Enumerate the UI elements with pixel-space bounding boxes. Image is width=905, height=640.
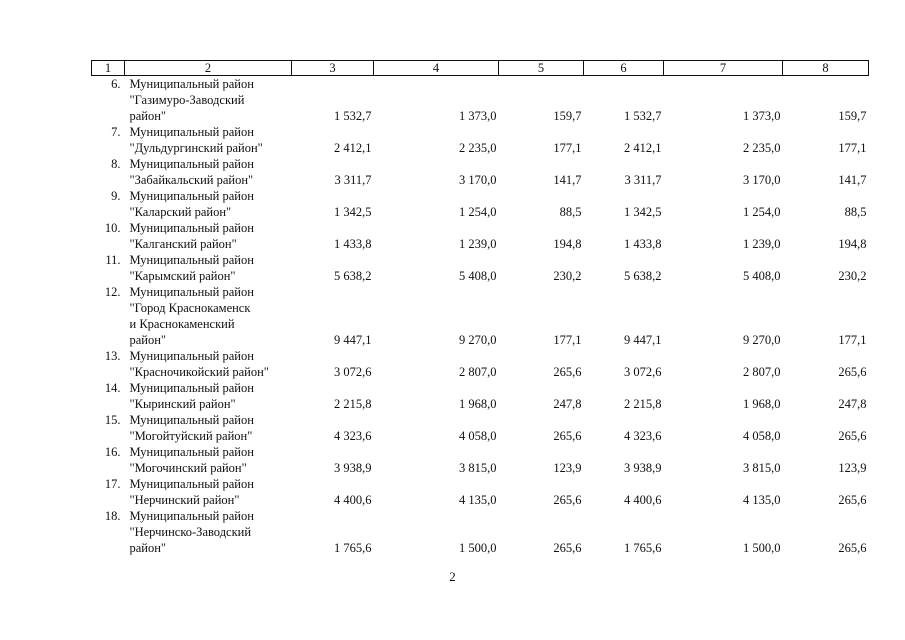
- district-name-line: и Краснокаменский: [129, 317, 235, 331]
- value-cell-col-3: 9 447,1: [334, 333, 372, 347]
- value-cell-col-3: 5 638,2: [334, 269, 372, 283]
- value-cell-col-7: 1 254,0: [743, 205, 781, 219]
- district-name: [125, 156, 292, 188]
- value-cell-col-7: 9 270,0: [743, 333, 781, 347]
- value-cell-col-8: 177,1: [838, 141, 867, 155]
- row-number: 11.: [105, 253, 121, 267]
- district-name: [125, 348, 292, 380]
- value-cell-col-6: 1 433,8: [624, 237, 662, 251]
- value-cell-col-5: 265,6: [553, 493, 582, 507]
- district-name: [125, 76, 292, 125]
- district-name-line: "Нерчинско-Заводский: [129, 525, 252, 539]
- row-number: 14.: [104, 381, 121, 395]
- district-name-line: район": [129, 109, 167, 123]
- value-cell-col-6: 4 323,6: [624, 429, 662, 443]
- district-name-line: "Забайкальский район": [129, 173, 254, 187]
- table-row: [92, 412, 869, 444]
- table-row: [92, 188, 869, 220]
- value-cell-col-5: 247,8: [553, 397, 582, 411]
- district-name-line: "Карымский район": [129, 269, 236, 283]
- value-cell-col-8: 159,7: [838, 109, 867, 123]
- value-cell-col-7: 1 500,0: [743, 541, 781, 555]
- district-name-line: Муниципальный район: [129, 125, 254, 139]
- value-cell-col-6: 4 400,6: [624, 493, 662, 507]
- row-number: 18.: [104, 509, 121, 523]
- district-name-line: Муниципальный район: [129, 189, 254, 203]
- district-name: [125, 220, 292, 252]
- table-row: [92, 156, 869, 188]
- value-cell-col-8: 265,6: [838, 365, 867, 379]
- district-name-line: "Город Краснокаменск: [129, 301, 251, 315]
- table-row: [92, 220, 869, 252]
- district-name: [125, 252, 292, 284]
- value-cell-col-4: 5 408,0: [459, 269, 497, 283]
- value-cell-col-5: 123,9: [553, 461, 582, 475]
- value-cell-col-8: 230,2: [838, 269, 867, 283]
- header-cell-6: 6: [584, 61, 664, 76]
- value-cell-col-5: 230,2: [553, 269, 582, 283]
- row-number: 8.: [111, 157, 121, 171]
- value-cell-col-4: 4 135,0: [459, 493, 497, 507]
- value-cell-col-6: 3 938,9: [624, 461, 662, 475]
- district-name-line: Муниципальный район: [129, 77, 254, 91]
- value-cell-col-3: 1 433,8: [334, 237, 372, 251]
- value-cell-col-7: 1 968,0: [743, 397, 781, 411]
- district-name-line: "Газимуро-Заводский: [129, 93, 245, 107]
- value-cell-col-3: 2 215,8: [334, 397, 372, 411]
- district-name-line: "Кыринский район": [129, 397, 236, 411]
- value-cell-col-5: 265,6: [553, 429, 582, 443]
- value-cell-col-6: 1 342,5: [624, 205, 662, 219]
- value-cell-col-7: 3 170,0: [743, 173, 781, 187]
- budget-table: [91, 60, 869, 556]
- value-cell-col-4: 1 500,0: [459, 541, 497, 555]
- table-header: [92, 61, 869, 76]
- row-number: 16.: [104, 445, 121, 459]
- district-name-line: Муниципальный район: [129, 413, 254, 427]
- value-cell-col-4: 3 170,0: [459, 173, 497, 187]
- table-row: [92, 444, 869, 476]
- value-cell-col-8: 123,9: [838, 461, 867, 475]
- header-cell-8: 8: [783, 61, 869, 76]
- value-cell-col-8: 141,7: [838, 173, 867, 187]
- row-number: 7.: [111, 125, 121, 139]
- value-cell-col-4: 1 254,0: [459, 205, 497, 219]
- district-name: [125, 508, 292, 556]
- value-cell-col-8: 88,5: [844, 205, 867, 219]
- value-cell-col-7: 1 373,0: [743, 109, 781, 123]
- value-cell-col-7: 4 058,0: [743, 429, 781, 443]
- district-name-line: Муниципальный район: [129, 285, 254, 299]
- value-cell-col-3: 3 311,7: [334, 173, 372, 187]
- value-cell-col-3: 2 412,1: [334, 141, 372, 155]
- value-cell-col-3: 3 938,9: [334, 461, 372, 475]
- header-cell-1: 1: [92, 61, 125, 76]
- value-cell-col-6: 1 765,6: [624, 541, 662, 555]
- value-cell-col-7: 2 235,0: [743, 141, 781, 155]
- district-name: [125, 284, 292, 348]
- district-name-line: Муниципальный район: [129, 445, 254, 459]
- district-name: [125, 380, 292, 412]
- value-cell-col-6: 1 532,7: [624, 109, 662, 123]
- value-cell-col-5: 141,7: [553, 173, 582, 187]
- row-number: 10.: [104, 221, 121, 235]
- district-name: [125, 412, 292, 444]
- district-name-line: "Каларский район": [129, 205, 232, 219]
- value-cell-col-4: 1 968,0: [459, 397, 497, 411]
- district-name-line: Муниципальный район: [129, 477, 254, 491]
- table-row: [92, 76, 869, 125]
- header-cell-2: 2: [125, 61, 292, 76]
- value-cell-col-5: 194,8: [553, 237, 582, 251]
- value-cell-col-4: 1 239,0: [459, 237, 497, 251]
- value-cell-col-3: 3 072,6: [334, 365, 372, 379]
- district-name-line: Муниципальный район: [129, 381, 254, 395]
- value-cell-col-7: 3 815,0: [743, 461, 781, 475]
- district-name-line: "Калганский район": [129, 237, 237, 251]
- value-cell-col-4: 3 815,0: [459, 461, 497, 475]
- table-row: [92, 252, 869, 284]
- district-name-line: район": [129, 333, 167, 347]
- value-cell-col-7: 1 239,0: [743, 237, 781, 251]
- district-name-line: Муниципальный район: [129, 157, 254, 171]
- header-cell-3: 3: [292, 61, 374, 76]
- value-cell-col-4: 9 270,0: [459, 333, 497, 347]
- district-name: [125, 444, 292, 476]
- row-number: 6.: [111, 77, 121, 91]
- value-cell-col-4: 1 373,0: [459, 109, 497, 123]
- row-number: 12.: [104, 285, 121, 299]
- value-cell-col-6: 2 215,8: [624, 397, 662, 411]
- district-name-line: Муниципальный район: [129, 509, 254, 523]
- value-cell-col-7: 5 408,0: [743, 269, 781, 283]
- district-name-line: "Дульдургинский район": [129, 141, 263, 155]
- district-name: [125, 188, 292, 220]
- value-cell-col-5: 159,7: [553, 109, 582, 123]
- header-row: [92, 61, 869, 76]
- value-cell-col-5: 265,6: [553, 541, 582, 555]
- table-row: [92, 124, 869, 156]
- district-name-line: Муниципальный район: [129, 221, 254, 235]
- table-row: [92, 380, 869, 412]
- district-name-line: Муниципальный район: [129, 253, 254, 267]
- header-cell-4: 4: [374, 61, 499, 76]
- header-cell-5: 5: [499, 61, 584, 76]
- value-cell-col-5: 88,5: [559, 205, 582, 219]
- value-cell-col-4: 2 807,0: [459, 365, 497, 379]
- district-name-line: "Красночикойский район": [129, 365, 269, 379]
- table-row: [92, 508, 869, 556]
- district-name-line: "Нерчинский район": [129, 493, 240, 507]
- value-cell-col-5: 177,1: [553, 141, 582, 155]
- district-name: [125, 476, 292, 508]
- district-name-line: Муниципальный район: [129, 349, 254, 363]
- value-cell-col-8: 177,1: [838, 333, 867, 347]
- district-name-line: "Могочинский район": [129, 461, 247, 475]
- value-cell-col-4: 4 058,0: [459, 429, 497, 443]
- value-cell-col-3: 1 342,5: [334, 205, 372, 219]
- row-number: 13.: [104, 349, 121, 363]
- value-cell-col-3: 4 400,6: [334, 493, 372, 507]
- value-cell-col-6: 3 311,7: [624, 173, 662, 187]
- value-cell-col-6: 3 072,6: [624, 365, 662, 379]
- value-cell-col-8: 265,6: [838, 541, 867, 555]
- table-row: [92, 476, 869, 508]
- row-number: 9.: [111, 189, 121, 203]
- district-name: [125, 124, 292, 156]
- value-cell-col-8: 247,8: [838, 397, 867, 411]
- value-cell-col-6: 2 412,1: [624, 141, 662, 155]
- value-cell-col-8: 265,6: [838, 493, 867, 507]
- value-cell-col-6: 5 638,2: [624, 269, 662, 283]
- value-cell-col-4: 2 235,0: [459, 141, 497, 155]
- row-number: 15.: [104, 413, 121, 427]
- header-cell-7: 7: [664, 61, 783, 76]
- table-row: [92, 348, 869, 380]
- value-cell-col-5: 265,6: [553, 365, 582, 379]
- row-number: 17.: [104, 477, 121, 491]
- district-name-line: "Могойтуйский район": [129, 429, 253, 443]
- value-cell-col-8: 194,8: [838, 237, 867, 251]
- value-cell-col-3: 1 532,7: [334, 109, 372, 123]
- page-number: 2: [449, 569, 456, 584]
- table-row: [92, 284, 869, 348]
- value-cell-col-3: 4 323,6: [334, 429, 372, 443]
- table-body: [92, 76, 869, 557]
- value-cell-col-7: 2 807,0: [743, 365, 781, 379]
- value-cell-col-3: 1 765,6: [334, 541, 372, 555]
- district-name-line: район": [129, 541, 167, 555]
- value-cell-col-7: 4 135,0: [743, 493, 781, 507]
- value-cell-col-8: 265,6: [838, 429, 867, 443]
- value-cell-col-5: 177,1: [553, 333, 582, 347]
- value-cell-col-6: 9 447,1: [624, 333, 662, 347]
